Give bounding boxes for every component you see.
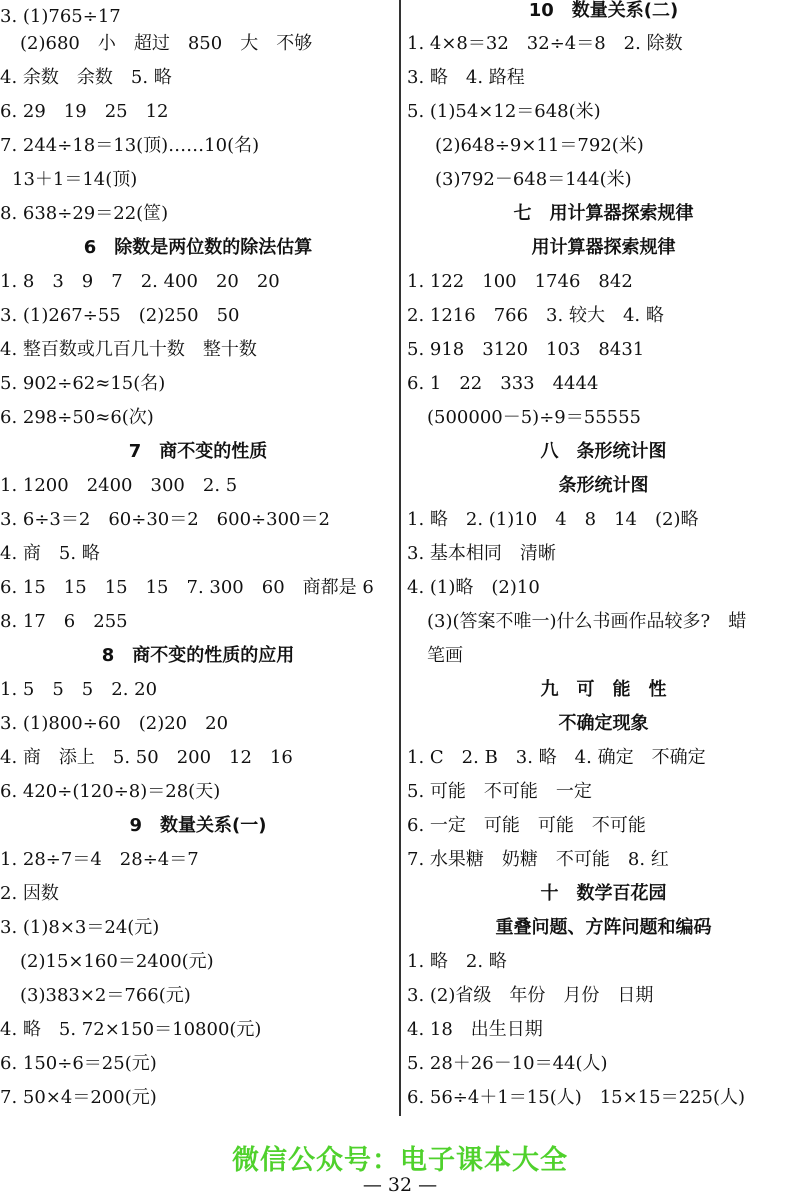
answer-line: 1. 略 2. 略 [407,951,507,972]
answer-line: 1. 4×8＝32 32÷4＝8 2. 除数 [407,33,683,54]
answer-line: 13＋1＝14(顶) [12,169,138,190]
section-heading: 10 数量关系(二) [528,0,679,21]
answer-line: 1. 28÷7＝4 28÷4＝7 [0,849,199,870]
answer-line: 8. 638÷29＝22(筐) [0,203,169,224]
section-heading: 不确定现象 [558,713,649,734]
answer-line: 6. 29 19 25 12 [0,101,169,122]
answer-line: 1. 5 5 5 2. 20 [0,679,158,700]
answer-line: 7. 244÷18＝13(顶)……10(名) [0,135,260,156]
section-heading: 七 用计算器探索规律 [513,203,694,224]
answer-line: 1. 8 3 9 7 2. 400 20 20 [0,271,280,292]
section-heading: 7 商不变的性质 [128,441,268,462]
section-heading: 6 除数是两位数的除法估算 [83,237,313,258]
answer-line: 4. 整百数或几百几十数 整十数 [0,339,257,360]
answer-line: 4. 18 出生日期 [407,1019,543,1040]
answer-line: 2. 因数 [0,883,59,904]
answer-line: 3. (1)8×3＝24(元) [0,917,160,938]
answer-line: 4. (1)略 (2)10 [407,577,540,598]
answer-line: (2)15×160＝2400(元) [20,951,214,972]
answer-line: 3. (1)800÷60 (2)20 20 [0,713,229,734]
section-heading: 8 商不变的性质的应用 [101,645,295,666]
answer-line: 4. 商 5. 略 [0,543,100,564]
section-heading: 十 数学百花园 [540,883,667,904]
answer-line: 6. 150÷6＝25(元) [0,1053,157,1074]
answer-line: 6. 1 22 333 4444 [407,373,599,394]
answer-line: 5. 可能 不可能 一定 [407,781,592,802]
answer-line: (3)383×2＝766(元) [20,985,191,1006]
answer-line: (3)792－648＝144(米) [435,169,632,190]
wechat-watermark: 微信公众号：电子课本大全 [232,1145,568,1176]
answer-line: 3. (1)765÷17 [0,6,121,27]
answer-line: 3. 6÷3＝2 60÷30＝2 600÷300＝2 [0,509,330,530]
answer-line: 1. 122 100 1746 842 [407,271,633,292]
answer-line: 8. 17 6 255 [0,611,128,632]
answer-line: (3)(答案不唯一)什么书画作品较多? 蜡 [427,611,747,632]
answer-line: (2)648÷9×11＝792(米) [435,135,644,156]
answer-line: 1. 略 2. (1)10 4 8 14 (2)略 [407,509,699,530]
section-heading: 用计算器探索规律 [531,237,676,258]
answer-line: 6. 420÷(120÷8)＝28(天) [0,781,221,802]
answer-line: 7. 水果糖 奶糖 不可能 8. 红 [407,849,669,870]
answer-line: 3. (2)省级 年份 月份 日期 [407,985,654,1006]
answer-line: 4. 略 5. 72×150＝10800(元) [0,1019,262,1040]
answer-line: 6. 15 15 15 15 7. 300 60 商都是 6 [0,577,374,598]
answer-line: 3. (1)267÷55 (2)250 50 [0,305,240,326]
answer-line: 3. 基本相同 清晰 [407,543,556,564]
answer-line: (500000－5)÷9＝55555 [427,407,642,428]
answer-line: 7. 50×4＝200(元) [0,1087,157,1108]
answer-line: 2. 1216 766 3. 较大 4. 略 [407,305,664,326]
answer-line: (2)680 小 超过 850 大 不够 [20,33,313,54]
column-divider [399,0,401,1116]
answer-line: 6. 一定 可能 可能 不可能 [407,815,646,836]
section-heading: 条形统计图 [558,475,649,496]
section-heading: 九 可 能 性 [540,679,667,700]
answer-line: 1. 1200 2400 300 2. 5 [0,475,238,496]
answer-line: 4. 商 添上 5. 50 200 12 16 [0,747,293,768]
answer-line: 5. 918 3120 103 8431 [407,339,645,360]
section-heading: 重叠问题、方阵问题和编码 [495,917,712,938]
answer-line: 4. 余数 余数 5. 略 [0,67,172,88]
answer-line: 5. 902÷62≈15(名) [0,373,166,394]
answer-line: 5. 28＋26－10＝44(人) [407,1053,608,1074]
section-heading: 9 数量关系(一) [129,815,267,836]
answer-line: 1. C 2. B 3. 略 4. 确定 不确定 [407,747,706,768]
section-heading: 八 条形统计图 [540,441,667,462]
answer-line: 笔画 [427,645,463,666]
answer-line: 6. 56÷4＋1＝15(人) 15×15＝225(人) [407,1087,746,1108]
answer-line: 3. 略 4. 路程 [407,67,525,88]
page-number: — 32 — [362,1174,438,1196]
answer-line: 5. (1)54×12＝648(米) [407,101,601,122]
answer-line: 6. 298÷50≈6(次) [0,407,154,428]
